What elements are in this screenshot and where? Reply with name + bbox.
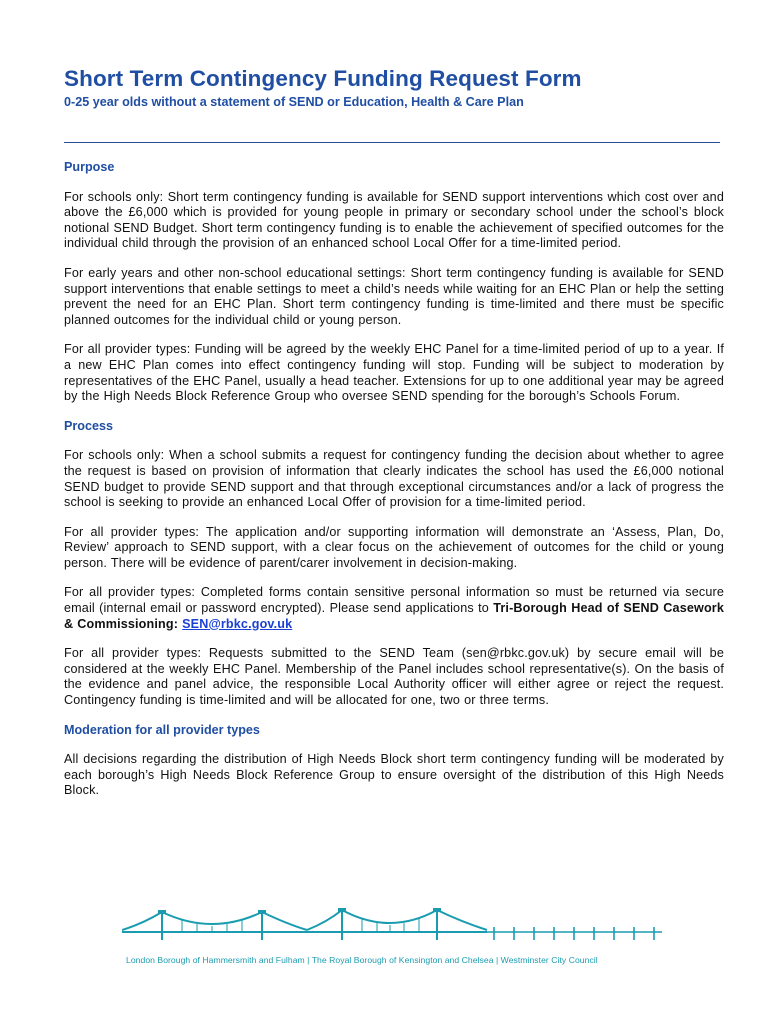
process-paragraph-2: For all provider types: The application and/or supporting information will demonstrate an ‘Assess, Plan, Do, Review’ approach to SEND support, with a clear focus on the achievement of outcomes for the child or young person. There will be evidence of parent/carer involvement in decision-making. <box>64 524 724 570</box>
header-divider <box>64 142 720 143</box>
purpose-paragraph-1: For schools only: Short term contingency funding is available for SEND support interventions which cost over and above the £6,000 which is provided for young people in primary or secondary school under the school’s block notional SEND Budget. Short term contingency funding is to enable the achievement of specified outcomes for the individual child through the provision of an enhanced school Local Offer for a time-limited period. <box>64 189 724 251</box>
tri-borough-footer <box>122 902 667 972</box>
document-body <box>64 160 724 813</box>
moderation-heading: Moderation for all provider types <box>64 722 260 737</box>
purpose-paragraph-2: For early years and other non-school educational settings: Short term contingency funding is available for SEND support interventions that enable settings to meet a child’s needs while waiting for an EHC Plan or help the setting prevent the need for an EHC Plan. Short term contingency funding is time-limited and there must be specific planned outcomes for the individual child or young person. <box>64 265 724 327</box>
page-subtitle: 0-25 year olds without a statement of SEND or Education, Health & Care Plan <box>64 95 524 109</box>
councils-caption: London Borough of Hammersmith and Fulham | The Royal Borough of Kensington and Chelsea | Westminster City Council <box>126 955 598 965</box>
sen-email-link[interactable]: SEN@rbkc.gov.uk <box>182 616 293 631</box>
purpose-heading: Purpose <box>64 160 115 174</box>
moderation-paragraph-1: All decisions regarding the distribution of High Needs Block short term contingency funding will be moderated by each borough’s High Needs Block Reference Group to ensure oversight of the distribution of this High Needs Block. <box>64 752 724 798</box>
process-paragraph-4: For all provider types: Requests submitted to the SEND Team (sen@rbkc.gov.uk) by secure email will be considered at the weekly EHC Panel. Membership of the Panel includes school representative(s). On the basis of the evidence and panel advice, the responsible Local Authority officer will either agree or reject the request. Contingency funding is time-limited and will be allocated for one, two or three terms. <box>64 646 724 708</box>
bridges-logo-icon <box>122 902 667 952</box>
page-title: Short Term Contingency Funding Request Form <box>64 66 582 91</box>
purpose-paragraph-3: For all provider types: Funding will be agreed by the weekly EHC Panel for a time-limited period of up to a year. If a new EHC Plan comes into effect contingency funding will stop. Funding will be subject to moderation by representatives of the EHC Panel, usually a head teacher. Extensions for up to one additional year may be agreed by the High Needs Block Reference Group who oversee SEND spending for the borough’s Schools Forum. <box>64 342 724 404</box>
process-paragraph-1: For schools only: When a school submits a request for contingency funding the decision about whether to agree the request is based on provision of information that clearly indicates the school has used the £6,000 notional SEND budget to provide SEND support and that through exceptional circumstances and/or a lack of progress the school is seeking to provide an enhanced Local Offer of provision for a time-limited period. <box>64 448 724 510</box>
send-casework-contact: Tri-Borough Head of SEND Casework & Commissioning: <box>64 601 724 631</box>
process-heading: Process <box>64 418 114 433</box>
process-paragraph-3 <box>64 585 724 632</box>
process-paragraph-3-text: For all provider types: Completed forms contain sensitive personal information so must be returned via secure email (internal email or password encrypted). Please send applications to <box>64 585 724 616</box>
